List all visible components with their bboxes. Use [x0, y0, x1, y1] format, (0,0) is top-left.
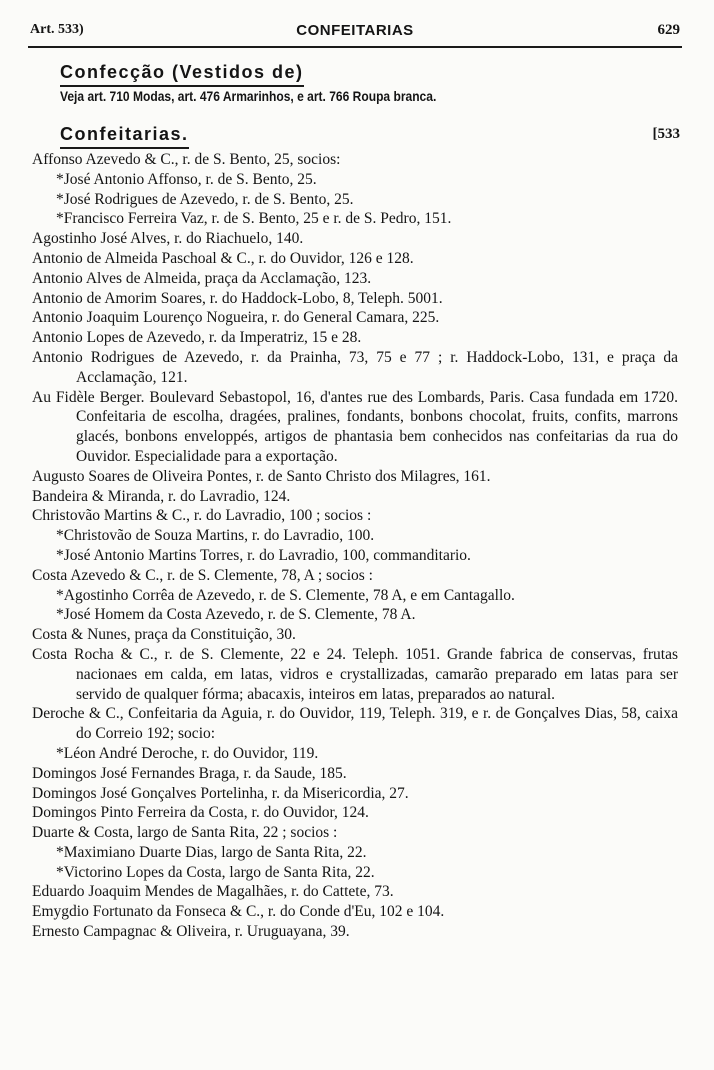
business-entry: Domingos José Gonçalves Portelinha, r. da Misericordia, 27.: [32, 784, 409, 802]
business-entry: Duarte & Costa, largo de Santa Rita, 22 ; socios :: [32, 824, 338, 842]
partner-entry: *Maximiano Duarte Dias, largo de Santa Rita, 22.: [56, 843, 367, 861]
business-entry: Antonio Joaquim Lourenço Nogueira, r. do General Camara, 225.: [32, 309, 440, 327]
business-entry: Antonio Alves de Almeida, praça da Acclamação, 123.: [32, 269, 372, 287]
section-confeitarias: [60, 124, 680, 149]
cross-reference: Veja art. 710 Modas, art. 476 Armarinhos, e art. 766 Roupa branca.: [60, 88, 437, 104]
partner-entry: *Victorino Lopes da Costa, largo de Santa Rita, 22.: [56, 863, 375, 881]
entry-list: [32, 150, 678, 942]
business-entry: Au Fidèle Berger. Boulevard Sebastopol, 16, d'antes rue des Lombards, Paris. Casa fundada em 1720. Confeitaria de escolha, dragées, pralines, fondants, bonbons chocolat, fruits, confits, marrons glacés, bonbons enveloppés, artigos de phantasia bem conhecidos nas confeitarias da rua do Ouvidor. Especialidade para a exportação.: [32, 388, 678, 465]
business-entry: Antonio de Almeida Paschoal & C., r. do Ouvidor, 126 e 128.: [32, 249, 414, 267]
business-entry: Christovão Martins & C., r. do Lavradio, 100 ; socios :: [32, 507, 372, 525]
partner-entry: *Léon André Deroche, r. do Ouvidor, 119.: [56, 744, 319, 762]
partner-entry: *José Antonio Martins Torres, r. do Lavradio, 100, commanditario.: [56, 546, 471, 564]
page-number: 629: [657, 22, 680, 38]
business-entry: Domingos José Fernandes Braga, r. da Saude, 185.: [32, 764, 347, 782]
business-entry: Deroche & C., Confeitaria da Aguia, r. do Ouvidor, 119, Teleph. 319, e r. de Gonçalves Dias, 58, caixa do Correio 192; socio:: [32, 705, 678, 743]
business-entry: Augusto Soares de Oliveira Pontes, r. de Santo Christo dos Milagres, 161.: [32, 467, 491, 485]
business-entry: Affonso Azevedo & C., r. de S. Bento, 25, socios:: [32, 151, 341, 168]
business-entry: Domingos Pinto Ferreira da Costa, r. do Ouvidor, 124.: [32, 804, 369, 822]
business-entry: Eduardo Joaquim Mendes de Magalhães, r. do Cattete, 73.: [32, 883, 394, 901]
business-entry: Emygdio Fortunato da Fonseca & C., r. do Conde d'Eu, 102 e 104.: [32, 903, 445, 921]
business-entry: Agostinho José Alves, r. do Riachuelo, 140.: [32, 230, 304, 248]
partner-entry: *Christovão de Souza Martins, r. do Lavradio, 100.: [56, 527, 375, 545]
business-entry: Bandeira & Miranda, r. do Lavradio, 124.: [32, 487, 291, 505]
header-rule: [28, 46, 682, 48]
business-entry: Antonio Rodrigues de Azevedo, r. da Prainha, 73, 75 e 77 ; r. Haddock-Lobo, 131, e praça da Acclamação, 121.: [32, 348, 678, 386]
business-entry: Costa Rocha & C., r. de S. Clemente, 22 e 24. Teleph. 1051. Grande fabrica de conservas, frutas nacionaes em calda, em latas, vidros e crystallizadas, camarão preparado em latas para ser servido de qualquer fórma; abacaxis, inteiros em latas, preparados ao natural.: [32, 645, 678, 703]
section-number: [533: [652, 126, 680, 142]
partner-entry: *José Antonio Affonso, r. de S. Bento, 25.: [56, 170, 317, 188]
business-entry: Antonio de Amorim Soares, r. do Haddock-Lobo, 8, Teleph. 5001.: [32, 289, 443, 307]
partner-entry: *Agostinho Corrêa de Azevedo, r. de S. Clemente, 78 A, e em Cantagallo.: [56, 586, 515, 604]
section-title-confeccao: Confecção (Vestidos de): [60, 62, 304, 87]
business-entry: Costa Azevedo & C., r. de S. Clemente, 78, A ; socios :: [32, 566, 373, 584]
business-entry: Antonio Lopes de Azevedo, r. da Imperatriz, 15 e 28.: [32, 329, 362, 347]
partner-entry: *Francisco Ferreira Vaz, r. de S. Bento, 25 e r. de S. Pedro, 151.: [56, 210, 452, 228]
business-entry: Costa & Nunes, praça da Constituição, 30.: [32, 626, 296, 644]
section-confeccao: [60, 62, 680, 87]
running-head-title: CONFEITARIAS: [296, 22, 414, 39]
running-head-article: Art. 533): [30, 22, 84, 37]
business-entry: Ernesto Campagnac & Oliveira, r. Uruguayana, 39.: [32, 923, 350, 941]
running-head: [30, 22, 680, 44]
section-title-confeitarias: Confeitarias.: [60, 124, 189, 149]
partner-entry: *José Homem da Costa Azevedo, r. de S. Clemente, 78 A.: [56, 606, 416, 624]
partner-entry: *José Rodrigues de Azevedo, r. de S. Bento, 25.: [56, 190, 354, 208]
